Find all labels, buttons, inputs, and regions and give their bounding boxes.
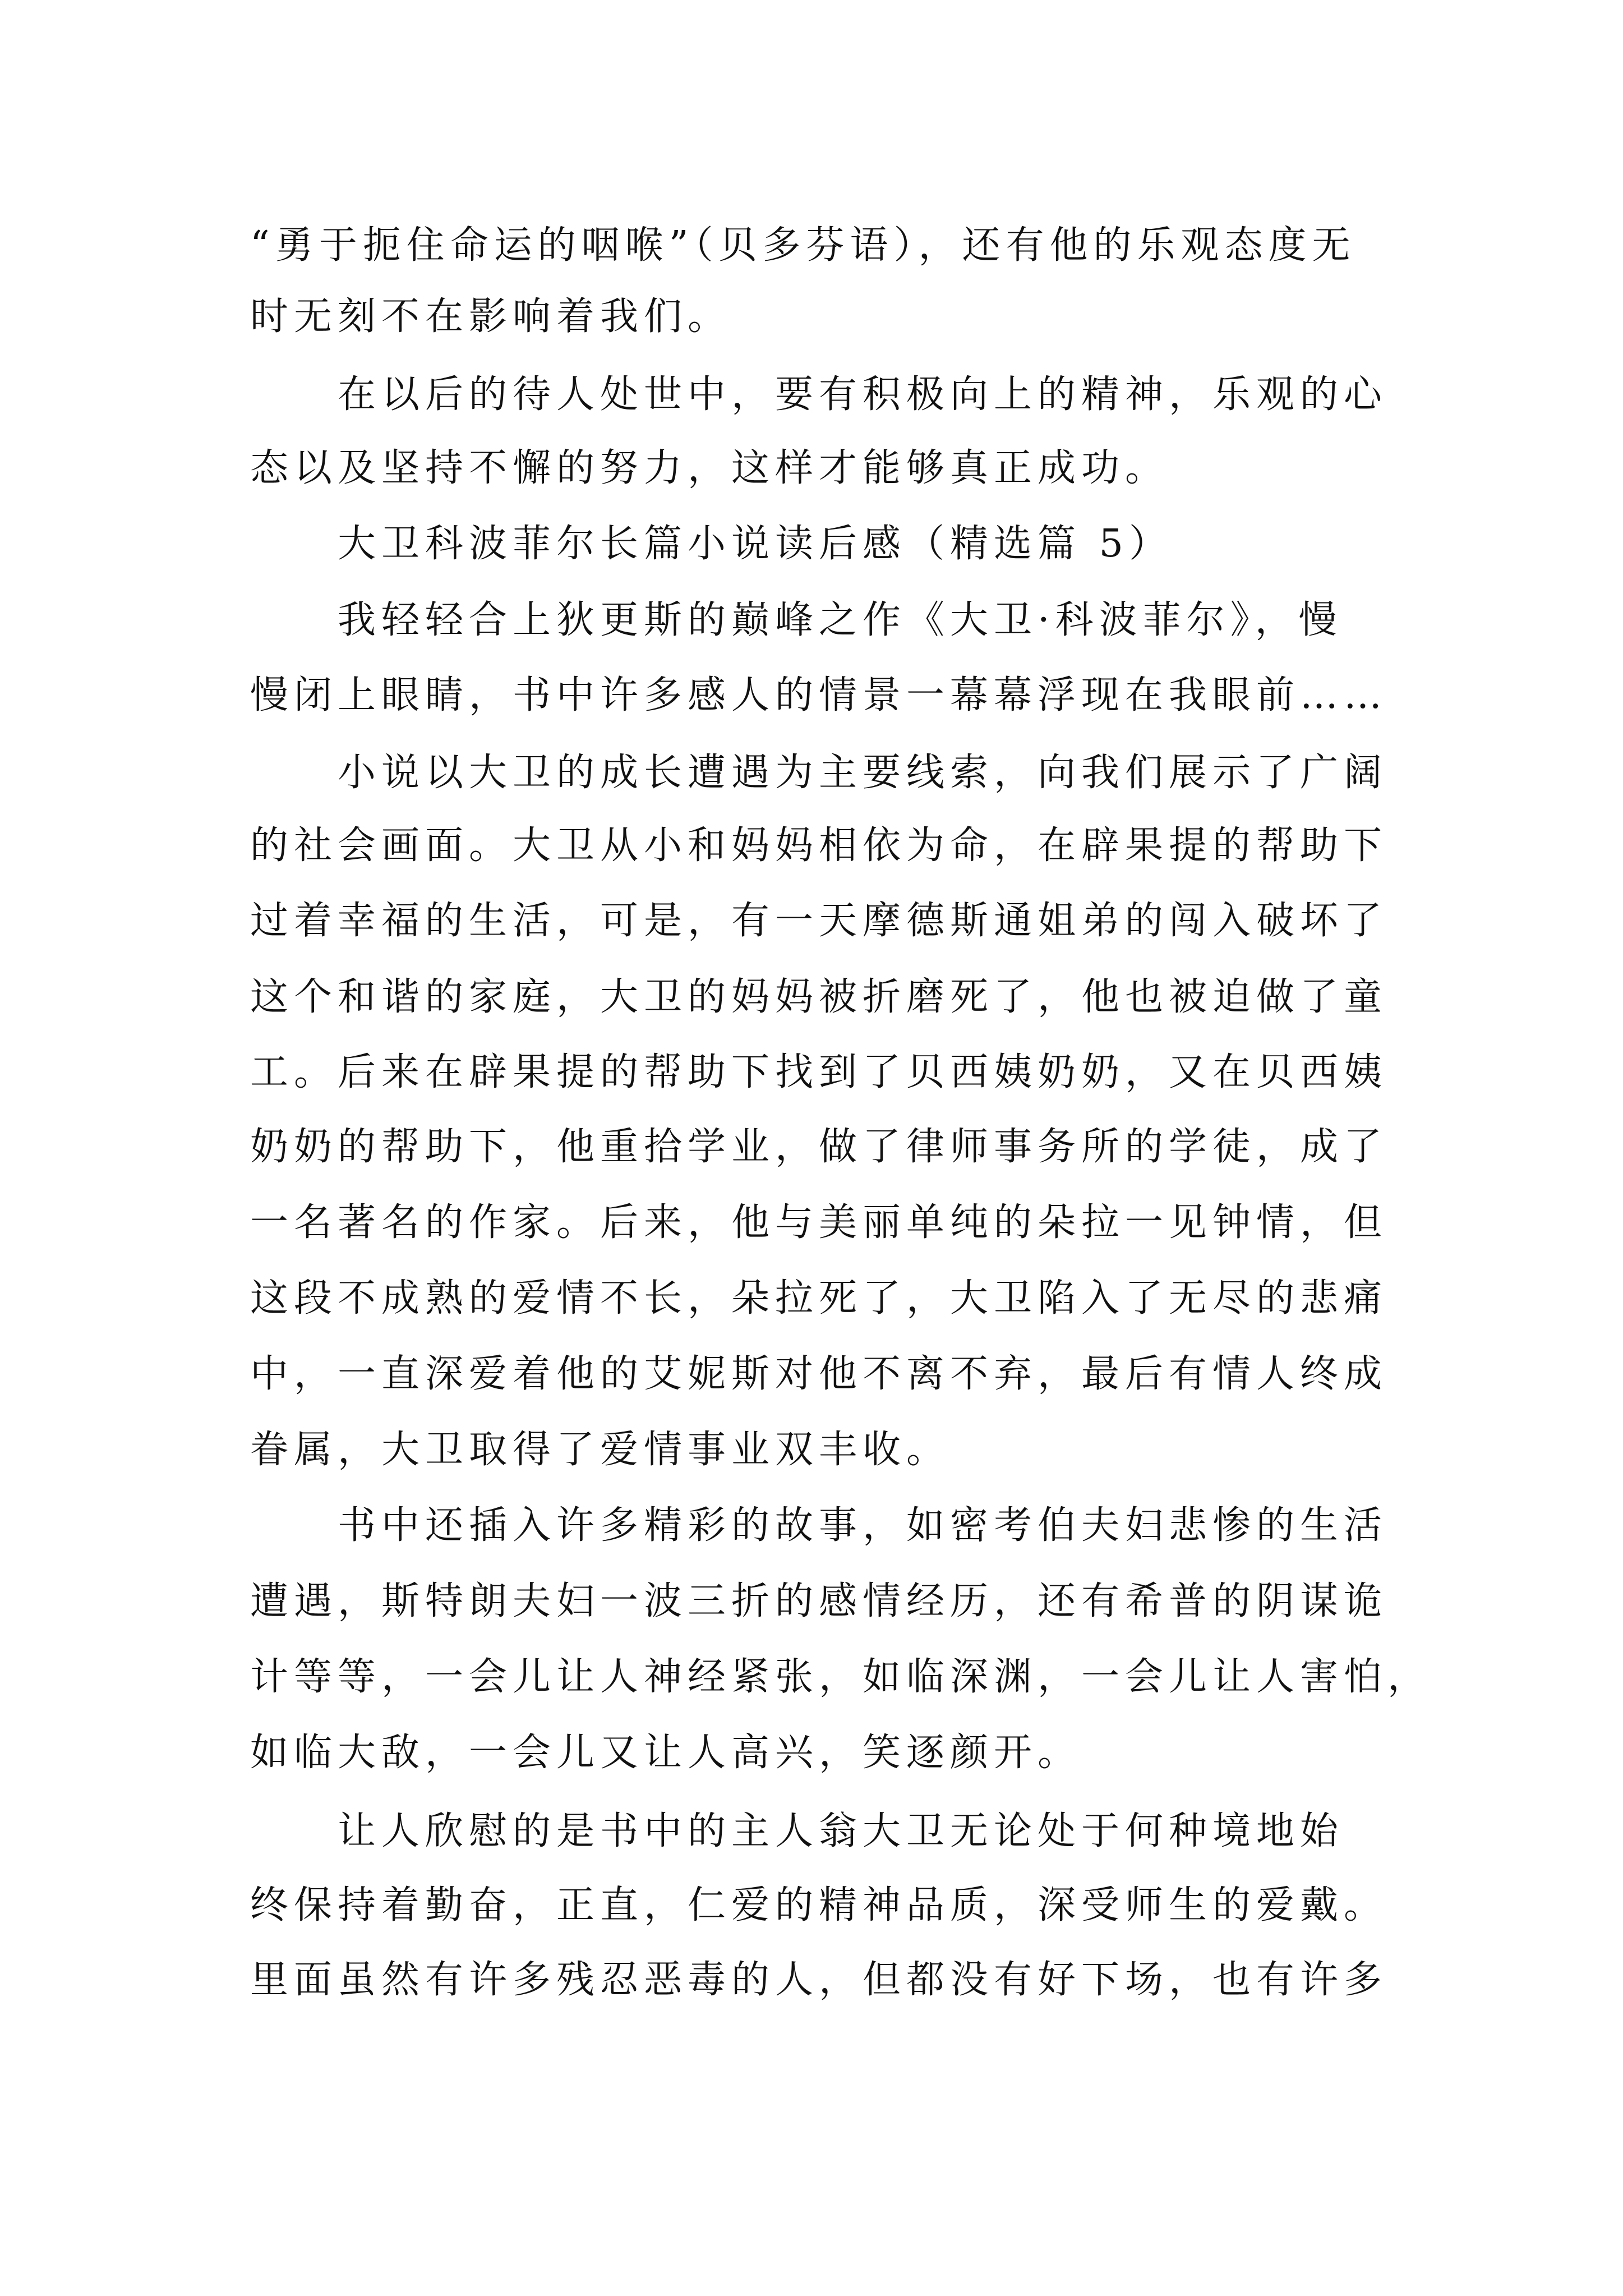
- text-line: 工。后来在辟果提的帮助下找到了贝西姨奶奶，又在贝西姨: [250, 1050, 1388, 1094]
- text-line: 奶奶的帮助下，他重拾学业，做了律师事务所的学徒，成了: [250, 1125, 1388, 1169]
- text-line: 终保持着勤奋，正直，仁爱的精神品质，深受师生的爱戴。: [250, 1883, 1388, 1927]
- text-line: 里面虽然有许多残忍恶毒的人，但都没有好下场，也有许多: [250, 1958, 1388, 2002]
- text-line: “勇于扼住命运的咽喉”（贝多芬语），还有他的乐观态度无: [250, 223, 1356, 268]
- text-line: 态以及坚持不懈的努力，这样才能够真正成功。: [250, 446, 1169, 490]
- paragraph-first-line: 让人欣慰的是书中的主人翁大卫无论处于何种境地始: [338, 1809, 1344, 1853]
- text-line: 如临大敌，一会儿又让人高兴，笑逐颜开。: [250, 1731, 1082, 1775]
- text-line: 这个和谐的家庭，大卫的妈妈被折磨死了，他也被迫做了童: [250, 975, 1388, 1019]
- paragraph-first-line: 我轻轻合上狄更斯的巅峰之作《大卫·科波菲尔》，慢: [338, 598, 1343, 642]
- text-line: 慢闭上眼睛，书中许多感人的情景一幕幕浮现在我眼前……: [250, 673, 1388, 717]
- paragraph-first-line: 书中还插入许多精彩的故事，如密考伯夫妇悲惨的生活: [338, 1503, 1388, 1548]
- text-line: 计等等，一会儿让人神经紧张，如临深渊，一会儿让人害怕，: [250, 1655, 1432, 1699]
- text-line: 的社会画面。大卫从小和妈妈相依为命，在辟果提的帮助下: [250, 823, 1388, 868]
- text-line: 时无刻不在影响着我们。: [250, 295, 732, 339]
- text-line: 中，一直深爱着他的艾妮斯对他不离不弃，最后有情人终成: [250, 1352, 1388, 1396]
- text-line: 这段不成熟的爱情不长，朵拉死了，大卫陷入了无尽的悲痛: [250, 1276, 1388, 1320]
- paragraph-first-line: 在以后的待人处世中，要有积极向上的精神，乐观的心: [338, 372, 1388, 417]
- text-line: 遭遇，斯特朗夫妇一波三折的感情经历，还有希普的阴谋诡: [250, 1579, 1388, 1623]
- text-line: 眷属，大卫取得了爱情事业双丰收。: [250, 1428, 951, 1472]
- section-heading: 大卫科波菲尔长篇小说读后感（精选篇 5）: [338, 522, 1173, 566]
- text-line: 一名著名的作家。后来，他与美丽单纯的朵拉一见钟情，但: [250, 1200, 1388, 1245]
- text-line: 过着幸福的生活，可是，有一天摩德斯通姐弟的闯入破坏了: [250, 899, 1388, 943]
- paragraph-first-line: 小说以大卫的成长遭遇为主要线索，向我们展示了广阔: [338, 751, 1388, 795]
